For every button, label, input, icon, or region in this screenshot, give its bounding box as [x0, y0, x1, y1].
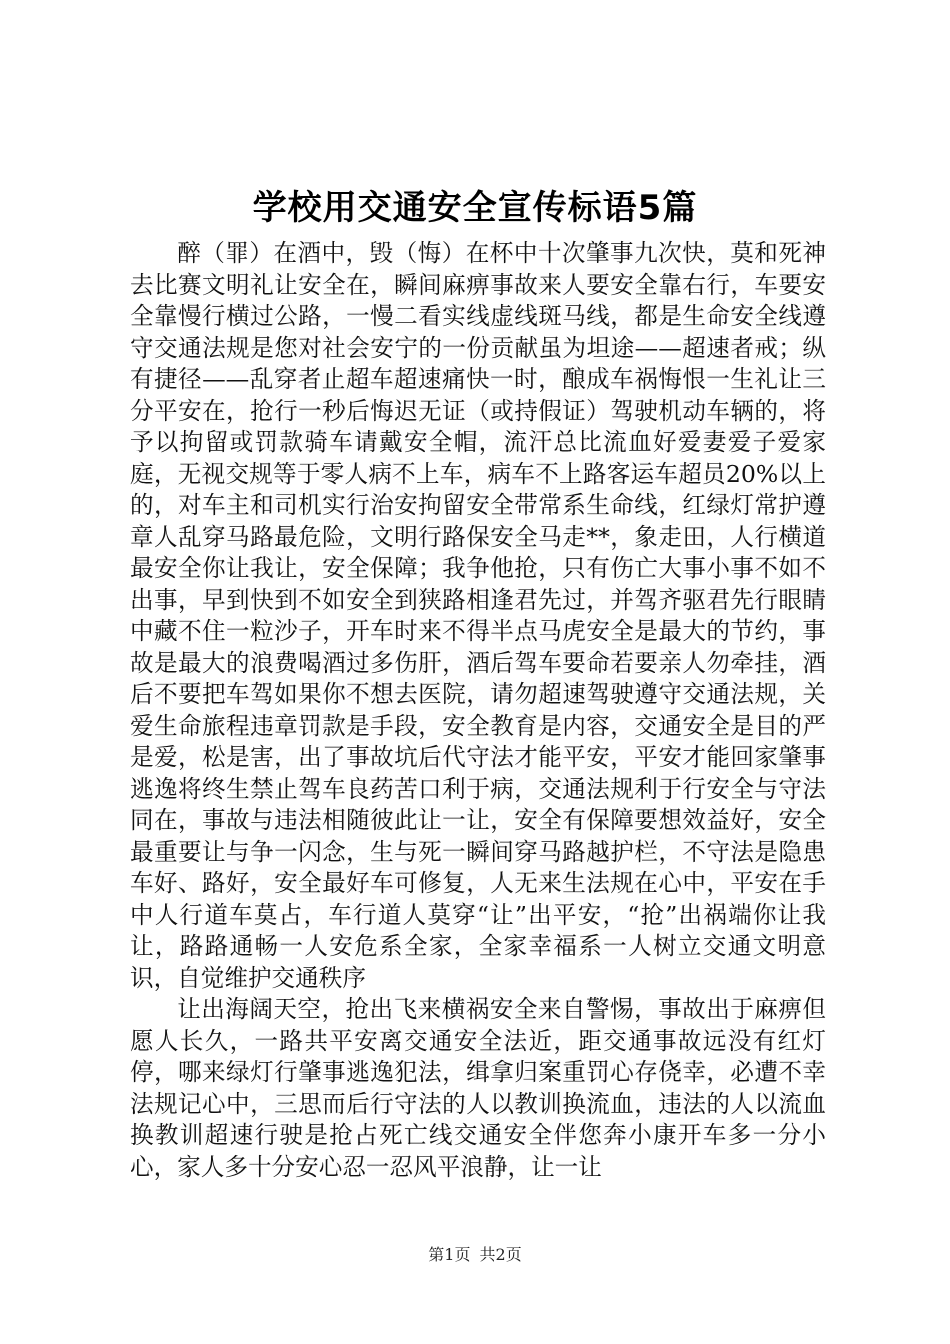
- paragraph-2: 让出海阔天空，抢出飞来横祸安全来自警惕，事故出于麻痹但愿人长久，一路共平安离交通安全法近，距交通事故远没有红灯停，哪来绿灯行肇事逃逸犯法，缉拿归案重罚心存侥幸，必遭不幸法规记心中，三思而后行守法的人以教训换流血，违法的人以流血换教训超速行驶是抢占死亡线交通安全伴您奔小康开车多一分小心，家人多十分安心忍一忍风平浪静，让一让: [130, 995, 826, 1181]
- page-number-footer: 第1页 共2页: [428, 1245, 522, 1264]
- document-body: [130, 238, 826, 1183]
- document-title: 学校用交通安全宣传标语5篇: [252, 188, 698, 228]
- paragraph-1: 醉（罪）在酒中，毁（悔）在杯中十次肇事九次快，莫和死神去比赛文明礼让安全在，瞬间麻痹事故来人要安全靠右行，车要安全靠慢行横过公路，一慢二看实线虚线斑马线，都是生命安全线遵守交通法规是您对社会安宁的一份贡献虽为坦途——超速者戒；纵有捷径——乱穿者止超车超速痛快一时，酿成车祸悔恨一生礼让三分平安在，抢行一秒后悔迟无证（或持假证）驾驶机动车辆的，将予以拘留或罚款骑车请戴安全帽，流汗总比流血好爱妻爱子爱家庭，无视交规等于零人病不上车，病车不上路客运车超员20%以上的，对车主和司机实行治安拘留安全带常系生命线，红绿灯常护遵章人乱穿马路最危险，文明行路保安全马走**，象走田，人行横道最安全你让我让，安全保障；我争他抢，只有伤亡大事小事不如不出事，早到快到不如安全到狭路相逢君先过，并驾齐驱君先行眼睛中藏不住一粒沙子，开车时来不得半点马虎安全是最大的节约，事故是最大的浪费喝酒过多伤肝，酒后驾车要命若要亲人勿牵挂，酒后不要把车驾如果你不想去医院，请勿超速驾驶遵守交通法规，关爱生命旅程违章罚款是手段，安全教育是内容，交通安全是目的严是爱，松是害，出了事故坑后代守法才能平安，平安才能回家肇事逃逸将终生禁止驾车良药苦口利于病，交通法规利于行安全与守法同在，事故与违法相随彼此让一让，安全有保障要想效益好，安全最重要让与争一闪念，生与死一瞬间穿马路越护栏，不守法是隐患车好、路好，安全最好车可修复，人无来生法规在心中，平安在手中人行道车莫占，车行道人莫穿“让”出平安，“抢”出祸端你让我让，路路通畅一人安危系全家，全家幸福系一人树立交通文明意识，自觉维护交通秩序: [130, 239, 826, 992]
